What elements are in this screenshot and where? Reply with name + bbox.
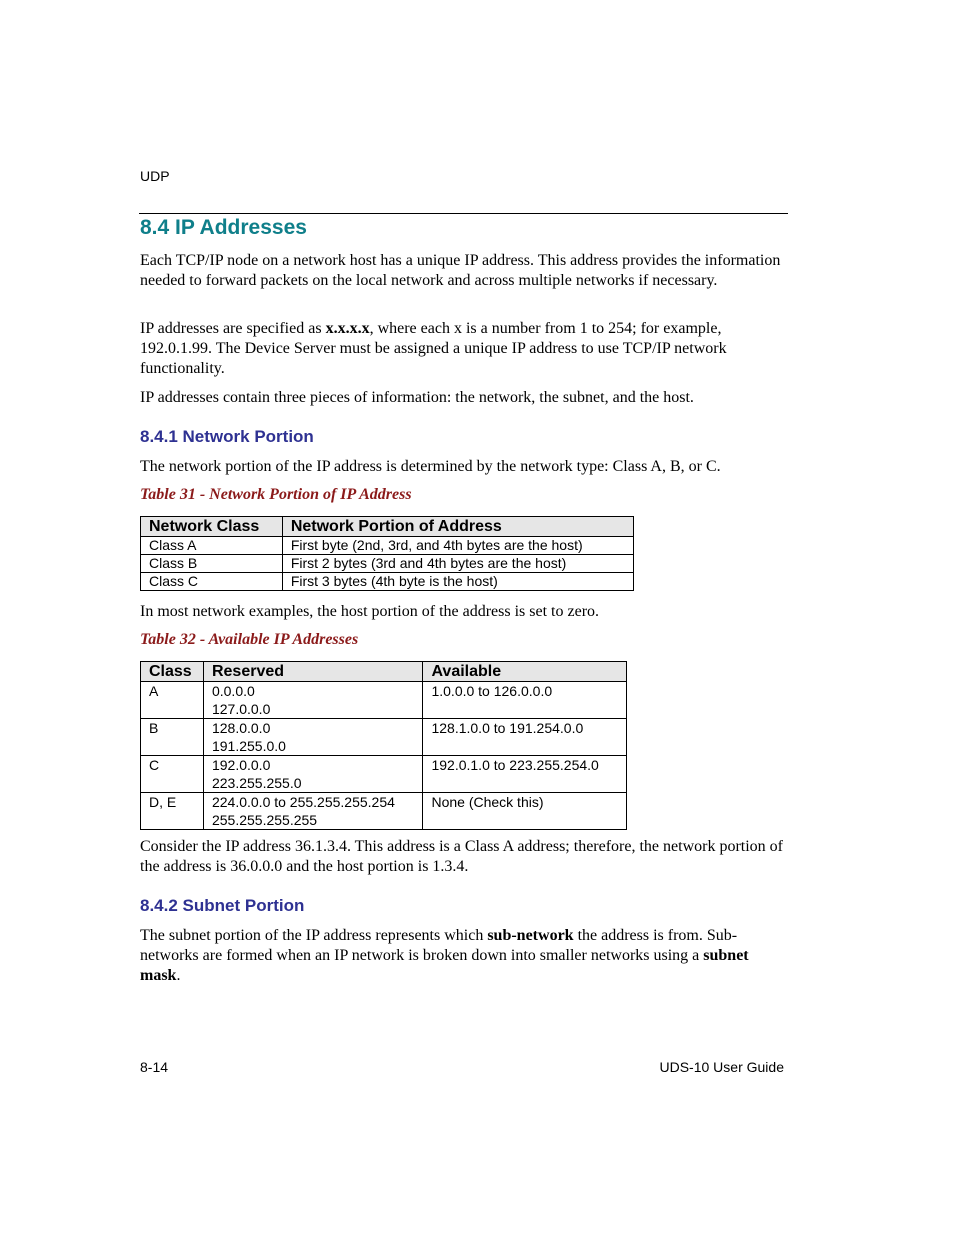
subsection-title-network: 8.4.1 Network Portion [140, 427, 314, 446]
subnet-text-c: . [176, 967, 181, 984]
table-cell: None (Check this) [423, 793, 627, 830]
column-header: Class [141, 662, 204, 682]
network-portion-table [140, 516, 634, 591]
table-cell: First byte (2nd, 3rd, and 4th bytes are the host) [282, 537, 633, 555]
reserved-address: 128.0.0.0 [211, 720, 271, 736]
table-cell: B [141, 719, 204, 756]
reserved-address: 0.0.0.0 [211, 683, 255, 699]
table-cell: Class A [141, 537, 283, 555]
available-ip-table [140, 661, 627, 830]
table-32-caption: Table 32 - Available IP Addresses [140, 631, 359, 648]
table-row [141, 793, 627, 830]
table-cell [203, 719, 423, 756]
running-header: UDP [140, 168, 170, 184]
table-cell: First 2 bytes (3rd and 4th bytes are the host) [282, 555, 633, 573]
table-header-row [141, 517, 634, 537]
table-row [141, 682, 627, 719]
table-cell: Class B [141, 555, 283, 573]
table-cell: 128.1.0.0 to 191.254.0.0 [423, 719, 627, 756]
column-header: Reserved [203, 662, 423, 682]
reserved-address: 192.0.0.0 [211, 757, 271, 773]
subnet-text-b: the address is from. Sub-networks are formed when an IP network is broken down into smaller networks using a [140, 927, 738, 964]
column-header: Network Class [141, 517, 283, 537]
example-paragraph: Consider the IP address 36.1.3.4. This address is a Class A address; therefore, the network portion of the address is 36.0.0.0 and the host portion is 1.3.4. [140, 838, 783, 875]
intro-p2-text-a: IP addresses are specified as [140, 320, 326, 337]
reserved-address: 223.255.255.0 [211, 775, 302, 791]
subnet-text-a: The subnet portion of the IP address represents which [140, 927, 488, 944]
table-row [141, 756, 627, 793]
table-cell [203, 682, 423, 719]
table-cell: C [141, 756, 204, 793]
intro-paragraph-3: IP addresses contain three pieces of information: the network, the subnet, and the host. [140, 389, 694, 406]
column-header: Network Portion of Address [282, 517, 633, 537]
table-row [141, 555, 634, 573]
network-paragraph-1: The network portion of the IP address is determined by the network type: Class A, B, or C. [140, 458, 721, 475]
subnet-term-subnet-mask: subnet mask [140, 947, 749, 984]
table-cell: D, E [141, 793, 204, 830]
footer-doc-title: UDS-10 User Guide [659, 1059, 784, 1075]
table-cell: A [141, 682, 204, 719]
network-paragraph-2: In most network examples, the host portion of the address is set to zero. [140, 603, 600, 620]
table-cell [203, 793, 423, 830]
column-header: Available [423, 662, 627, 682]
reserved-address: 191.255.0.0 [211, 738, 286, 754]
subnet-paragraph [140, 926, 788, 986]
table-cell: Class C [141, 573, 283, 591]
table-row [141, 537, 634, 555]
intro-paragraph-2 [140, 319, 788, 379]
table-cell [203, 756, 423, 793]
header-rule [139, 213, 788, 214]
subsection-title-subnet: 8.4.2 Subnet Portion [140, 896, 305, 915]
section-title: 8.4 IP Addresses [140, 216, 307, 239]
reserved-address: 127.0.0.0 [211, 701, 271, 717]
table-row [141, 719, 627, 756]
table-cell: First 3 bytes (4th byte is the host) [282, 573, 633, 591]
reserved-address: 224.0.0.0 to 255.255.255.254 [211, 794, 395, 810]
table-31-caption: Table 31 - Network Portion of IP Address [140, 486, 412, 503]
reserved-address: 255.255.255.255 [211, 812, 318, 828]
subnet-term-sub-network: sub-network [487, 927, 574, 944]
table-cell: 192.0.1.0 to 223.255.254.0 [423, 756, 627, 793]
table-cell: 1.0.0.0 to 126.0.0.0 [423, 682, 627, 719]
table-row [141, 573, 634, 591]
intro-paragraph-1: Each TCP/IP node on a network host has a unique IP address. This address provides the information needed to forward packets on the local network and across multiple networks if necessary. [140, 252, 781, 289]
page-number: 8-14 [140, 1059, 169, 1075]
intro-p2-format: x.x.x.x [325, 320, 370, 337]
table-header-row [141, 662, 627, 682]
intro-p2-text-b: , where each x is a number from 1 to 254; for example, 192.0.1.99. The Device Server must be assigned a unique IP address to use TCP/IP network functionality. [140, 320, 727, 377]
